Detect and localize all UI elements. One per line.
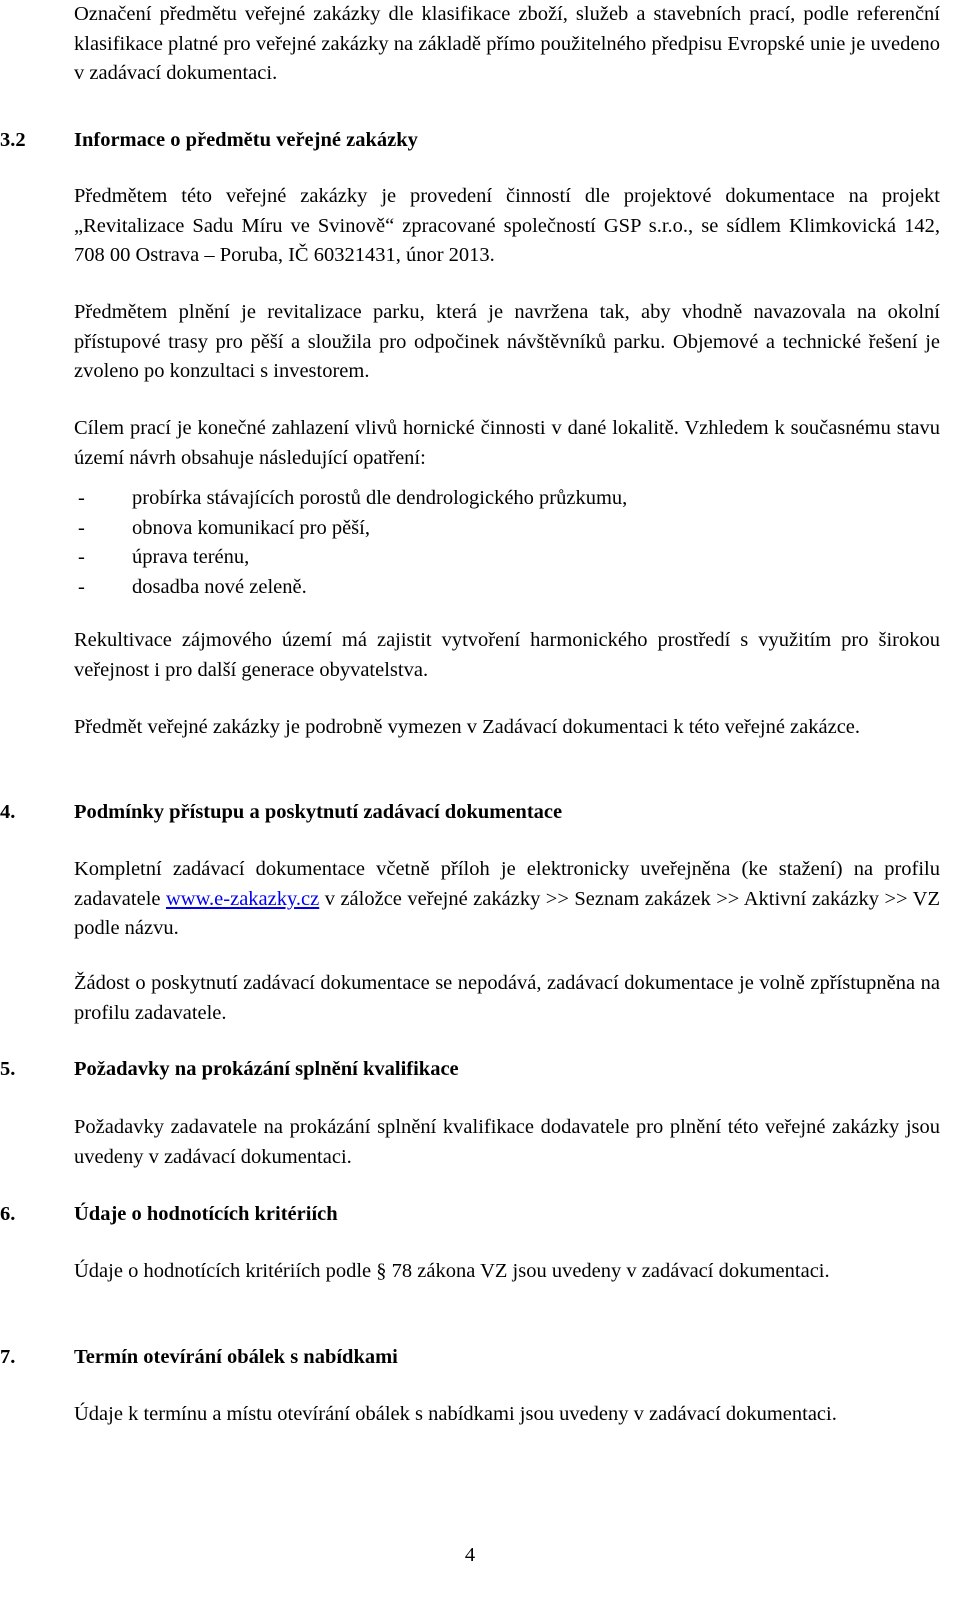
section-number: 7. <box>0 1346 16 1368</box>
section-3-2-paragraph-3: Cílem prací je konečné zahlazení vlivů hornické činnosti v dané lokalitě. Vzhledem k současnému stavu území návrh obsahuje následující opatření: <box>74 417 940 469</box>
section-title: Podmínky přístupu a poskytnutí zadávací dokumentace <box>74 801 563 823</box>
section-number: 5. <box>0 1058 16 1080</box>
section-title: Informace o předmětu veřejné zakázky <box>74 129 418 151</box>
section-number: 4. <box>0 801 16 823</box>
section-6-paragraph-1: Údaje o hodnotících kritériích podle § 78 zákona VZ jsou uvedeny v zadávací dokumentaci. <box>74 1260 830 1282</box>
list-item: - probírka stávajících porostů dle dendrologického průzkumu, <box>78 487 628 509</box>
section-3-2-paragraph-5: Předmět veřejné zakázky je podrobně vymezen v Zadávací dokumentaci k této veřejné zakázce. <box>74 716 861 738</box>
intro-paragraph: Označení předmětu veřejné zakázky dle klasifikace zboží, služeb a stavebních prací, podle referenční klasifikace platné pro veřejné zakázky na základě přímo použitelného předpisu Evropské unie je uvedeno v zadávací dokumentaci. <box>74 3 940 84</box>
section-number: 6. <box>0 1203 16 1225</box>
list-item: - úprava terénu, <box>78 546 250 568</box>
section-3-2-paragraph-2: Předmětem plnění je revitalizace parku, která je navržena tak, aby vhodně navazovala na okolní přístupové trasy pro pěší a sloužila pro odpočinek návštěvníků parku. Objemové a technické řešení je zvoleno po konzultaci s investorem. <box>74 301 940 382</box>
section-number: 3.2 <box>0 129 26 151</box>
section-title: Termín otevírání obálek s nabídkami <box>74 1346 398 1368</box>
section-title: Údaje o hodnotících kritériích <box>74 1203 338 1225</box>
section-4-paragraph-1: Kompletní zadávací dokumentace včetně příloh je elektronicky uveřejněna (ke stažení) na profilu zadavatele www.e-zakazky.cz v záložce veřejné zakázky >> Seznam zakázek >> Aktivní zakázky >> VZ podle názvu. <box>74 858 940 939</box>
measures-list <box>74 484 940 602</box>
section-4-paragraph-2: Žádost o poskytnutí zadávací dokumentace se nepodává, zadávací dokumentace je volně zpřístupněna na profilu zadavatele. <box>74 972 940 1024</box>
page-number: 4 <box>464 1544 476 1566</box>
list-item: - obnova komunikací pro pěší, <box>78 516 370 539</box>
list-item: - dosadba nové zeleně. <box>78 575 307 598</box>
section-3-2-paragraph-4: Rekultivace zájmového území má zajistit vytvoření harmonického prostředí s využitím pro širokou veřejnost i pro další generace obyvatelstva. <box>74 629 940 681</box>
section-5-paragraph-1: Požadavky zadavatele na prokázání splnění kvalifikace dodavatele pro plnění této veřejné zakázky jsou uvedeny v zadávací dokumentaci. <box>74 1116 940 1168</box>
profile-link[interactable]: www.e-zakazky.cz <box>165 887 320 910</box>
section-title: Požadavky na prokázání splnění kvalifikace <box>74 1058 459 1080</box>
section-3-2-paragraph-1: Předmětem této veřejné zakázky je provedení činností dle projektové dokumentace na projekt „Revitalizace Sadu Míru ve Svinově“ zpracované společností GSP s.r.o., se sídlem Klimkovická 142, 708 00 Ostrava – Poruba, IČ 60321431, únor 2013. <box>74 185 940 266</box>
section-7-paragraph-1: Údaje k termínu a místu otevírání obálek s nabídkami jsou uvedeny v zadávací dokumentaci. <box>74 1403 837 1425</box>
